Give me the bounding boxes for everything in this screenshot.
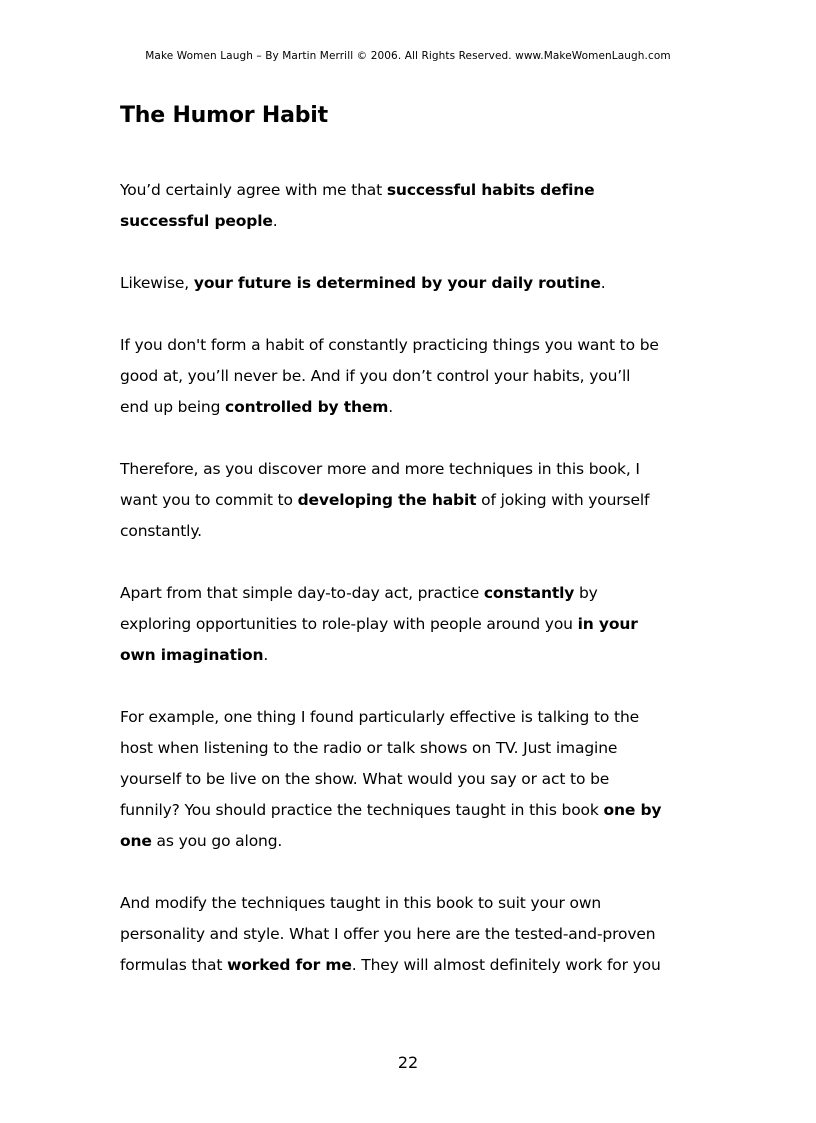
bold-text: controlled by them xyxy=(225,398,389,416)
text-span: as you go along. xyxy=(151,832,283,850)
text-span: . xyxy=(600,274,606,292)
bold-text: your future is determined by your daily routine xyxy=(193,274,601,292)
text-span: You’d certainly agree with me that xyxy=(120,181,387,199)
page-content xyxy=(120,100,710,974)
text-span: yourself to be live on the show. What would you say or act to be xyxy=(120,770,610,788)
text-span: constantly. xyxy=(120,522,202,540)
paragraph-2 xyxy=(120,268,606,299)
text-span: And modify the techniques taught in this book to suit your own xyxy=(120,894,602,912)
text-span: by xyxy=(574,584,598,602)
paragraph-1 xyxy=(120,175,595,237)
paragraph-7 xyxy=(120,888,661,981)
text-span: funnily? You should practice the techniques taught in this book xyxy=(120,801,604,819)
text-span: Therefore, as you discover more and more techniques in this book, I xyxy=(120,460,640,478)
bold-text: one by xyxy=(603,801,662,819)
page-number: 22 xyxy=(397,1053,419,1072)
paragraph-5 xyxy=(120,578,638,671)
text-span: of joking with yourself xyxy=(476,491,650,509)
bold-text: constantly xyxy=(483,584,575,602)
paragraph-4 xyxy=(120,454,649,547)
text-span: If you don't form a habit of constantly practicing things you want to be xyxy=(120,336,659,354)
text-span: good at, you’ll never be. And if you don’t control your habits, you’ll xyxy=(120,367,631,385)
text-span: . They will almost definitely work for you xyxy=(351,956,661,974)
bold-text: own imagination xyxy=(120,646,264,664)
text-span: Apart from that simple day-to-day act, practice xyxy=(120,584,484,602)
text-span: exploring opportunities to role-play with people around you xyxy=(120,615,578,633)
bold-text: in your xyxy=(577,615,638,633)
text-span: Likewise, xyxy=(120,274,194,292)
text-span: personality and style. What I offer you here are the tested-and-proven xyxy=(120,925,656,943)
paragraph-6 xyxy=(120,702,661,857)
text-span: end up being xyxy=(120,398,226,416)
text-span: want you to commit to xyxy=(120,491,298,509)
text-span: formulas that xyxy=(120,956,228,974)
text-span: For example, one thing I found particularly effective is talking to the xyxy=(120,708,640,726)
bold-text: one xyxy=(120,832,152,850)
text-span: host when listening to the radio or talk shows on TV. Just imagine xyxy=(120,739,618,757)
text-span: . xyxy=(388,398,394,416)
text-span: . xyxy=(263,646,269,664)
running-header: Make Women Laugh – By Martin Merrill © 2006. All Rights Reserved. www.MakeWomenLaugh.com xyxy=(145,50,671,62)
section-title: The Humor Habit xyxy=(120,103,328,128)
bold-text: successful habits define xyxy=(386,181,595,199)
bold-text: worked for me xyxy=(227,956,352,974)
paragraph-3 xyxy=(120,330,659,423)
bold-text: developing the habit xyxy=(297,491,477,509)
bold-text: successful people xyxy=(120,212,273,230)
text-span: . xyxy=(272,212,278,230)
